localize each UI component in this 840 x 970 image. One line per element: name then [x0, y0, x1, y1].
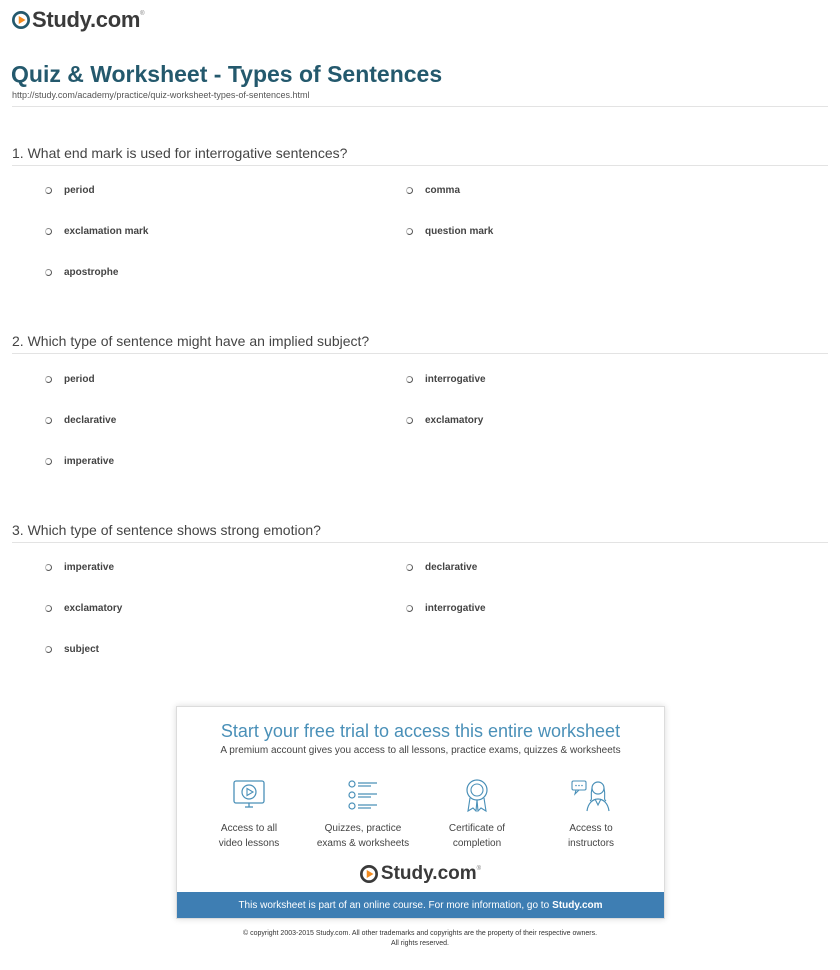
- q1-option-c[interactable]: exclamation mark: [45, 226, 149, 237]
- promo-title[interactable]: Start your free trial to access this entire worksheet: [220, 721, 621, 741]
- q2-option-d[interactable]: exclamatory: [406, 415, 483, 426]
- q3-option-d[interactable]: interrogative: [406, 603, 486, 614]
- promo-bar-link[interactable]: Study.com: [552, 899, 603, 911]
- radio-button[interactable]: [45, 605, 52, 612]
- radio-button[interactable]: [406, 228, 413, 235]
- promo-info-bar: [177, 892, 664, 918]
- radio-button[interactable]: [45, 269, 52, 276]
- radio-button[interactable]: [45, 187, 52, 194]
- feature-quizzes: Quizzes, practice exams & worksheets: [313, 777, 413, 851]
- free-trial-promo: [176, 706, 665, 919]
- q1-option-a[interactable]: period: [45, 185, 95, 196]
- q3-option-e[interactable]: subject: [45, 644, 99, 655]
- promo-bar-text: This worksheet is part of an online course. For more information, go to: [238, 899, 550, 911]
- feature-instructors: Access to instructors: [541, 777, 641, 851]
- q2-option-b[interactable]: interrogative: [406, 374, 486, 385]
- study-logo[interactable]: [12, 7, 145, 33]
- radio-button[interactable]: [45, 417, 52, 424]
- q1-option-b[interactable]: comma: [406, 185, 460, 196]
- feature-certificate: Certificate of completion: [427, 777, 527, 851]
- promo-logo-trademark: ®: [476, 866, 482, 872]
- radio-button[interactable]: [406, 605, 413, 612]
- promo-subtitle: A premium account gives you access to all lessons, practice exams, quizzes & worksheets: [220, 745, 621, 756]
- page-url[interactable]: http://study.com/academy/practice/quiz-worksheet-types-of-sentences.html: [12, 90, 310, 100]
- certificate-ribbon-icon: [459, 777, 495, 813]
- video-lesson-icon: [231, 777, 267, 813]
- question-3: 3. Which type of sentence shows strong emotion?: [12, 522, 321, 538]
- q2-option-c[interactable]: declarative: [45, 415, 116, 426]
- instructor-icon: [570, 777, 612, 813]
- question-2: 2. Which type of sentence might have an implied subject?: [12, 333, 370, 349]
- radio-button[interactable]: [406, 564, 413, 571]
- promo-study-logo[interactable]: [177, 863, 664, 885]
- q3-option-c[interactable]: exclamatory: [45, 603, 122, 614]
- quiz-list-icon: [345, 777, 381, 813]
- play-logo-icon: [12, 11, 30, 29]
- radio-button[interactable]: [406, 187, 413, 194]
- divider: [12, 542, 828, 543]
- radio-button[interactable]: [45, 646, 52, 653]
- page-title: Quiz & Worksheet - Types of Sentences: [11, 61, 443, 87]
- radio-button[interactable]: [406, 417, 413, 424]
- radio-button[interactable]: [45, 458, 52, 465]
- q1-option-d[interactable]: question mark: [406, 226, 493, 237]
- divider: [12, 353, 828, 354]
- divider: [12, 106, 828, 107]
- q3-option-a[interactable]: imperative: [45, 562, 114, 573]
- q2-option-e[interactable]: imperative: [45, 456, 114, 467]
- q2-option-a[interactable]: period: [45, 374, 95, 385]
- divider: [12, 165, 828, 166]
- copyright-notice: © copyright 2003-2015 Study.com. All other trademarks and copyrights are the property of their respective owners. All rights reserved.: [242, 930, 598, 947]
- radio-button[interactable]: [45, 228, 52, 235]
- radio-button[interactable]: [45, 564, 52, 571]
- promo-logo-text: Study.com: [380, 863, 477, 884]
- logo-text: Study.com: [32, 7, 141, 32]
- logo-trademark: ®: [140, 11, 145, 17]
- radio-button[interactable]: [406, 376, 413, 383]
- feature-video-lessons: Access to all video lessons: [199, 777, 299, 851]
- radio-button[interactable]: [45, 376, 52, 383]
- q3-option-b[interactable]: declarative: [406, 562, 477, 573]
- q1-option-e[interactable]: apostrophe: [45, 267, 118, 278]
- play-logo-icon: [360, 865, 378, 883]
- question-1: 1. What end mark is used for interrogative sentences?: [12, 145, 348, 161]
